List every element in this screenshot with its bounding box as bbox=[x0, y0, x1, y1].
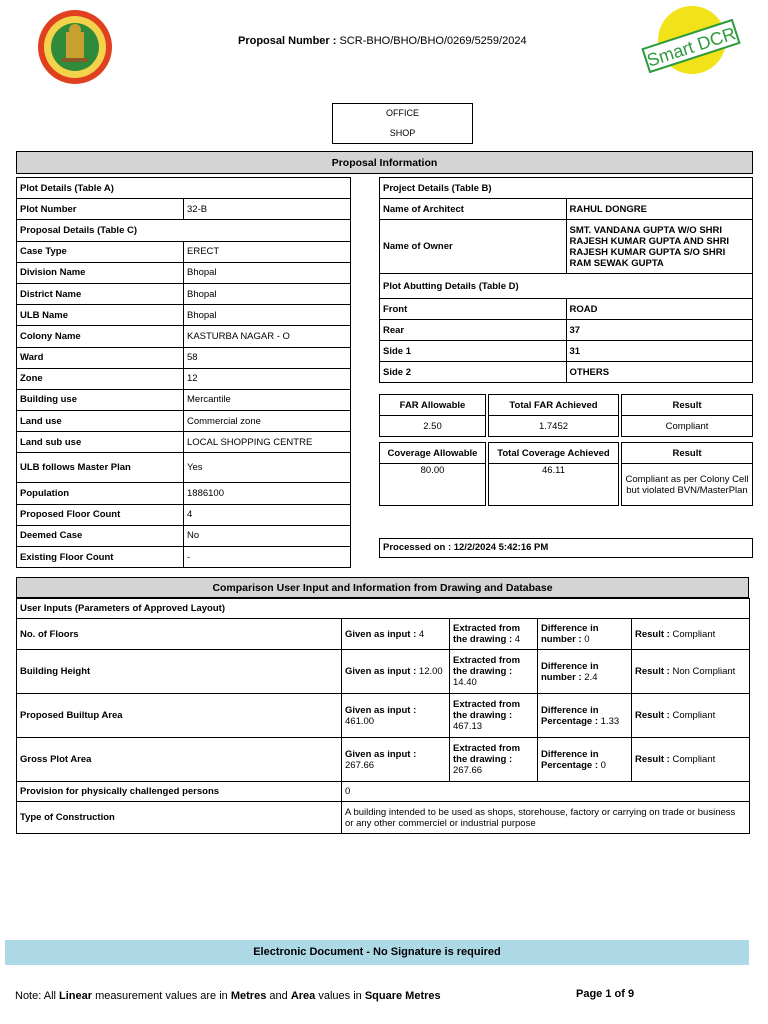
proposal-information-title: Proposal Information bbox=[16, 151, 753, 174]
building-usage-box bbox=[332, 103, 473, 144]
result-value: Compliant bbox=[672, 754, 716, 765]
smart-dcr-logo bbox=[640, 2, 742, 80]
row-label: Zone bbox=[17, 368, 184, 389]
given-label: Given as input : bbox=[345, 628, 417, 640]
abutting-label: Rear bbox=[380, 320, 567, 341]
abutting-label: Front bbox=[380, 299, 567, 320]
row-value: No bbox=[184, 525, 351, 546]
compare-row-label: Building Height bbox=[17, 650, 342, 694]
row-label: Land use bbox=[17, 411, 184, 432]
row-value: Yes bbox=[184, 453, 351, 483]
difference-value: 1.33 bbox=[600, 715, 620, 727]
row-label: District Name bbox=[17, 283, 184, 304]
difference-label: Difference in number : bbox=[541, 660, 599, 683]
difference-label: Difference in number : bbox=[541, 623, 599, 645]
difference-value: 0 bbox=[584, 634, 590, 645]
result-label: Result : bbox=[635, 754, 670, 765]
plot-proposal-details-table bbox=[16, 177, 351, 568]
given-cell bbox=[342, 619, 450, 650]
row-value: Mercantile bbox=[184, 389, 351, 410]
given-label: Given as input : bbox=[345, 704, 417, 716]
coverage-allowable-label: Coverage Allowable bbox=[380, 443, 486, 464]
abutting-value: ROAD bbox=[566, 299, 753, 320]
usage-item: OFFICE bbox=[386, 108, 419, 118]
far-result-label: Result bbox=[622, 395, 753, 416]
project-details-table bbox=[379, 177, 753, 383]
far-table bbox=[379, 394, 753, 437]
extracted-label: Extracted from the drawing : bbox=[453, 655, 521, 677]
coverage-result-value: Compliant as per Colony Cell but violated BVN/MasterPlan bbox=[622, 464, 753, 506]
architect-value: RAHUL DONGRE bbox=[566, 199, 753, 220]
construction-type-label: Type of Construction bbox=[17, 802, 342, 834]
row-label: Building use bbox=[17, 389, 184, 410]
difference-label: Difference in Percentage : bbox=[541, 704, 599, 727]
note-and: and bbox=[269, 990, 288, 1002]
plot-abutting-heading: Plot Abutting Details (Table D) bbox=[380, 274, 753, 299]
usage-item: SHOP bbox=[389, 128, 416, 138]
row-value: 1886100 bbox=[184, 483, 351, 504]
compare-row-label: Gross Plot Area bbox=[17, 738, 342, 782]
compare-row-label: No. of Floors bbox=[17, 619, 342, 650]
row-label: ULB follows Master Plan bbox=[17, 453, 184, 483]
extracted-value: 14.40 bbox=[453, 677, 477, 688]
result-label: Result : bbox=[635, 710, 670, 721]
row-label: Existing Floor Count bbox=[17, 547, 184, 568]
abutting-label: Side 1 bbox=[380, 341, 567, 362]
row-value: Bhopal bbox=[184, 283, 351, 304]
extracted-value: 4 bbox=[514, 634, 521, 645]
proposal-number-label: Proposal Number : bbox=[238, 35, 337, 47]
note-metres: Metres bbox=[230, 990, 267, 1002]
comparison-table bbox=[16, 598, 750, 834]
note-prefix: Note: All bbox=[15, 990, 56, 1002]
extracted-label: Extracted from the drawing : bbox=[453, 743, 521, 765]
given-cell bbox=[342, 738, 450, 782]
row-label: Deemed Case bbox=[17, 525, 184, 546]
processed-timestamp: Processed on : 12/2/2024 5:42:16 PM bbox=[379, 538, 753, 558]
extracted-label: Extracted from the drawing : bbox=[453, 699, 521, 721]
row-label: Case Type bbox=[17, 241, 184, 262]
result-label: Result : bbox=[635, 628, 670, 640]
electronic-document-banner: Electronic Document - No Signature is required bbox=[5, 940, 749, 965]
row-label: Population bbox=[17, 483, 184, 504]
row-value: Bhopal bbox=[184, 305, 351, 326]
given-value: 4 bbox=[418, 628, 425, 640]
given-value: 267.66 bbox=[345, 759, 375, 771]
difference-cell bbox=[538, 738, 632, 782]
plot-number-label: Plot Number bbox=[17, 199, 184, 220]
plot-number-value: 32-B bbox=[184, 199, 351, 220]
extracted-cell bbox=[450, 694, 538, 738]
row-value: 12 bbox=[184, 368, 351, 389]
result-value: Non Compliant bbox=[672, 666, 736, 677]
row-value: ERECT bbox=[184, 241, 351, 262]
abutting-value: 37 bbox=[566, 320, 753, 341]
result-cell bbox=[632, 619, 750, 650]
proposal-details-heading: Proposal Details (Table C) bbox=[17, 220, 351, 241]
far-achieved-label: Total FAR Achieved bbox=[489, 395, 619, 416]
row-label: Land sub use bbox=[17, 432, 184, 453]
difference-value: 2.4 bbox=[584, 671, 598, 683]
comparison-title: Comparison User Input and Information from Drawing and Database bbox=[16, 577, 749, 598]
result-cell bbox=[632, 694, 750, 738]
coverage-allowable-value: 80.00 bbox=[380, 464, 486, 506]
note-linear: Linear bbox=[59, 990, 93, 1002]
row-value: KASTURBA NAGAR - O bbox=[184, 326, 351, 347]
given-cell bbox=[342, 650, 450, 694]
plot-details-heading: Plot Details (Table A) bbox=[17, 178, 351, 199]
abutting-value: OTHERS bbox=[566, 362, 753, 383]
abutting-label: Side 2 bbox=[380, 362, 567, 383]
owner-value: SMT. VANDANA GUPTA W/O SHRI RAJESH KUMAR GUPTA AND SHRI RAJESH KUMAR GUPTA S/O SHRI RAM SEWAK GUPTA bbox=[566, 220, 753, 274]
challenged-persons-label: Provision for physically challenged persons bbox=[17, 782, 342, 802]
state-emblem-logo bbox=[36, 4, 114, 90]
result-label: Result : bbox=[635, 666, 670, 677]
note-sqm: Square Metres bbox=[364, 990, 441, 1002]
row-value: 58 bbox=[184, 347, 351, 368]
row-value: - bbox=[184, 547, 351, 568]
row-value: Commercial zone bbox=[184, 411, 351, 432]
extracted-cell bbox=[450, 650, 538, 694]
note-area: Area bbox=[290, 990, 316, 1002]
difference-label: Difference in Percentage : bbox=[541, 748, 599, 771]
result-value: Compliant bbox=[672, 710, 716, 721]
result-cell bbox=[632, 650, 750, 694]
extracted-value: 467.13 bbox=[453, 721, 483, 732]
extracted-cell bbox=[450, 619, 538, 650]
row-label: Colony Name bbox=[17, 326, 184, 347]
proposal-number-line bbox=[238, 35, 527, 47]
given-label: Given as input : bbox=[345, 666, 417, 677]
row-value: Bhopal bbox=[184, 262, 351, 283]
note-mid: measurement values are in bbox=[95, 990, 228, 1002]
given-value: 12.00 bbox=[418, 666, 443, 677]
smart-dcr-text: Smart DCR bbox=[644, 23, 739, 71]
far-allowable-label: FAR Allowable bbox=[380, 395, 486, 416]
proposal-number: SCR-BHO/BHO/BHO/0269/5259/2024 bbox=[339, 35, 527, 47]
project-details-heading: Project Details (Table B) bbox=[380, 178, 753, 199]
difference-cell bbox=[538, 650, 632, 694]
difference-cell bbox=[538, 619, 632, 650]
coverage-achieved-label: Total Coverage Achieved bbox=[489, 443, 619, 464]
abutting-value: 31 bbox=[566, 341, 753, 362]
given-value: 461.00 bbox=[345, 715, 375, 727]
coverage-result-label: Result bbox=[622, 443, 753, 464]
difference-cell bbox=[538, 694, 632, 738]
page-number: Page 1 of 9 bbox=[576, 988, 635, 1000]
row-value: 4 bbox=[184, 504, 351, 525]
far-allowable-value: 2.50 bbox=[380, 416, 486, 437]
result-cell bbox=[632, 738, 750, 782]
challenged-persons-value: 0 bbox=[342, 782, 750, 802]
architect-label: Name of Architect bbox=[380, 199, 567, 220]
extracted-cell bbox=[450, 738, 538, 782]
far-result-value: Compliant bbox=[622, 416, 753, 437]
given-label: Given as input : bbox=[345, 748, 417, 760]
coverage-achieved-value: 46.11 bbox=[489, 464, 619, 506]
far-achieved-value: 1.7452 bbox=[489, 416, 619, 437]
coverage-table bbox=[379, 442, 753, 506]
row-label: Proposed Floor Count bbox=[17, 504, 184, 525]
construction-type-value: A building intended to be used as shops, storehouse, factory or carrying on trade or business or any other commerciel or industrial purpose bbox=[342, 802, 750, 834]
row-label: ULB Name bbox=[17, 305, 184, 326]
row-value: LOCAL SHOPPING CENTRE bbox=[184, 432, 351, 453]
row-label: Ward bbox=[17, 347, 184, 368]
difference-value: 0 bbox=[600, 759, 606, 771]
comparison-subtitle: User Inputs (Parameters of Approved Layout) bbox=[17, 599, 750, 619]
extracted-label: Extracted from the drawing : bbox=[453, 623, 521, 645]
extracted-value: 267.66 bbox=[453, 765, 483, 776]
compare-row-label: Proposed Builtup Area bbox=[17, 694, 342, 738]
units-note bbox=[15, 990, 441, 1002]
note-values: values in bbox=[318, 990, 362, 1002]
row-label: Division Name bbox=[17, 262, 184, 283]
given-cell bbox=[342, 694, 450, 738]
result-value: Compliant bbox=[672, 628, 716, 640]
owner-label: Name of Owner bbox=[380, 220, 567, 274]
